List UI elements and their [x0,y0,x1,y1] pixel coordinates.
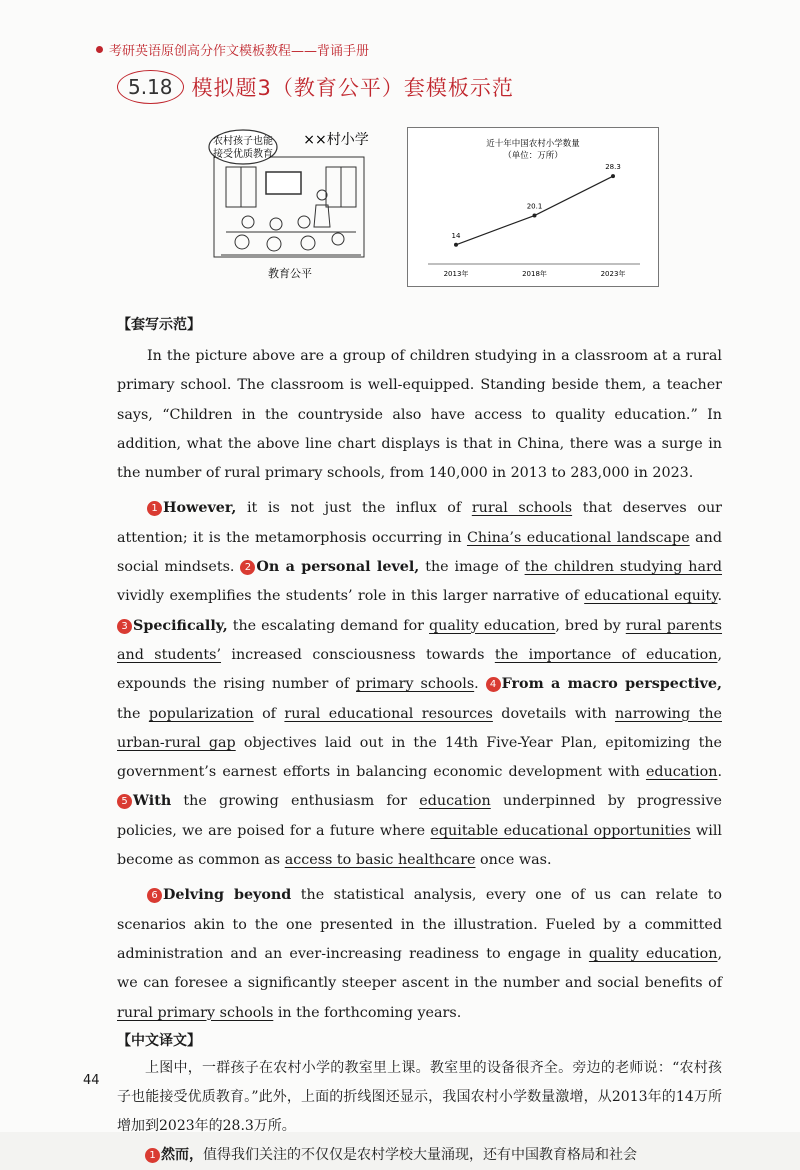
text-run: underpinned by progressive policies, we are poised for a future where [117,793,722,839]
text-run: will become as common as [117,822,722,869]
text-run: it is not just the influx of [236,500,472,517]
text-run: in the forthcoming years. [273,1004,462,1021]
text-run: once was. [475,852,552,869]
bullet-icon [96,46,103,53]
key-phrase: equitable educational opportunities [430,822,691,839]
section-title: 模拟题3（教育公平）套模板示范 [191,76,514,100]
translation-paragraph-1: 上图中，一群孩子在农村小学的教室里上课。教室里的设备很齐全。旁边的老师说：“农村孩子也能接受优质教育。”此外，上面的折线图还显示，我国农村小学数量激增，从2013年的14万所增加到2023年的28.3万所。 [117,1059,722,1134]
x-tick-label: 2018年 [522,270,547,278]
data-point [611,174,615,178]
sample-label: 【套写示范】 [117,317,201,333]
key-phrase: popularization [148,705,254,722]
key-phrase: rural primary schools [117,1004,274,1021]
speech-line-2: 接受优质教育 [213,149,273,160]
data-point [533,214,537,218]
text-run: , bred by [555,617,626,634]
section-number: 5.18 [117,70,184,104]
point-number-icon: 6 [147,888,162,903]
key-phrase: quality education [429,617,556,634]
sample-section [117,314,722,1170]
key-phrase: quality education [588,945,718,962]
data-label: 14 [451,231,461,240]
data-label: 20.1 [526,202,543,211]
key-phrase: access to basic healthcare [284,852,476,869]
text-run: the image of [419,559,525,576]
point-number-icon: 2 [240,560,255,575]
x-tick-label: 2013年 [443,270,469,278]
chart-subtitle: （单位：万所） [503,151,563,161]
classroom-cartoon [196,127,384,285]
speech-line-1: 农村孩子也能 [213,136,273,147]
key-phrase: the importance of education [494,646,718,663]
page-number: 44 [83,1073,100,1088]
transition-phrase: Specifically, [133,617,228,634]
key-phrase: narrowing the urban-rural gap [117,705,722,751]
text-run: and social mindsets. [117,529,722,576]
data-label: 28.3 [605,163,621,172]
text-run: . [717,588,722,605]
transition-phrase: Delving beyond [163,887,292,904]
text-run: that deserves our attention; it is the metamorphosis occurring in [117,500,722,546]
text-run: . [474,676,486,693]
text-run: 值得我们关注的不仅仅是农村学校大量涌现，还有中国教育格局和社会 [203,1146,637,1163]
text-run: the statistical analysis, every one of us can relate to scenarios akin to the one presented in the illustration. Fueled by a committed administration and an ever-increasing readiness to engage in [117,887,722,962]
key-phrase: education [419,793,491,810]
text-run: . [717,764,722,781]
text-run: the escalating demand for [227,617,430,634]
point-number-icon: 3 [117,619,132,634]
transition-phrase: On a personal level, [256,559,420,576]
transition-phrase: However, [163,500,237,517]
text-run: objectives laid out in the 14th Five-Year Plan, epitomizing the government’s earnest efforts in balancing economic development with [117,734,722,781]
text-run: of [253,705,285,722]
x-tick-label: 2023年 [600,270,626,278]
transition-phrase: 然而， [161,1146,203,1163]
point-number-icon: 4 [486,677,501,692]
key-phrase: primary schools [356,676,475,693]
data-point [454,243,458,247]
key-phrase: rural parents and students’ [117,617,723,663]
transition-phrase: From a macro perspective, [501,676,722,693]
school-sign: ××村小学 [303,132,369,148]
key-phrase: education [645,764,718,781]
chart-title: 近十年中国农村小学数量 [486,139,580,149]
transition-phrase: With [133,793,172,810]
text-run: , expounds the rising number of [117,646,722,693]
text-run: dovetails with [492,705,615,722]
key-phrase: educational equity [584,588,718,605]
key-phrase: rural educational resources [284,705,493,722]
running-header: 考研英语原创高分作文模板教程——背诵手册 [96,40,369,59]
text-run: the growing enthusiasm for [171,793,420,810]
point-number-icon: 1 [147,501,162,516]
point-number-icon: 1 [145,1148,160,1163]
translation-paragraph-2 [117,1141,722,1170]
sample-paragraph-2 [117,494,722,875]
key-phrase: China’s educational landscape [466,529,690,546]
cartoon-caption: 教育公平 [268,267,312,280]
key-phrase: the children studying hard [524,559,722,576]
point-number-icon: 5 [117,794,132,809]
key-phrase: rural schools [471,500,573,517]
text-run: the [117,705,149,722]
sample-paragraph-1: In the picture above are a group of children studying in a classroom at a rural primary school. The classroom is well-equipped. Standing beside them, a teacher says, “Children in the countryside also have access to quality education.” In addition, what the above line chart displays is that in China, there was a surge in the number of rural primary schools, from 140,000 in 2013 to 283,000 in 2023. [117,348,722,482]
text-run: , we can foresee a significantly steeper ascent in the number and social benefits of [117,945,722,992]
translation-label: 【中文译文】 [117,1032,201,1049]
line-chart [407,127,659,287]
sample-paragraph-3 [117,881,722,1027]
text-run: vividly exemplifies the students’ role in this larger narrative of [117,588,585,605]
section-heading [117,70,514,104]
text-run: increased consciousness towards [221,646,495,663]
